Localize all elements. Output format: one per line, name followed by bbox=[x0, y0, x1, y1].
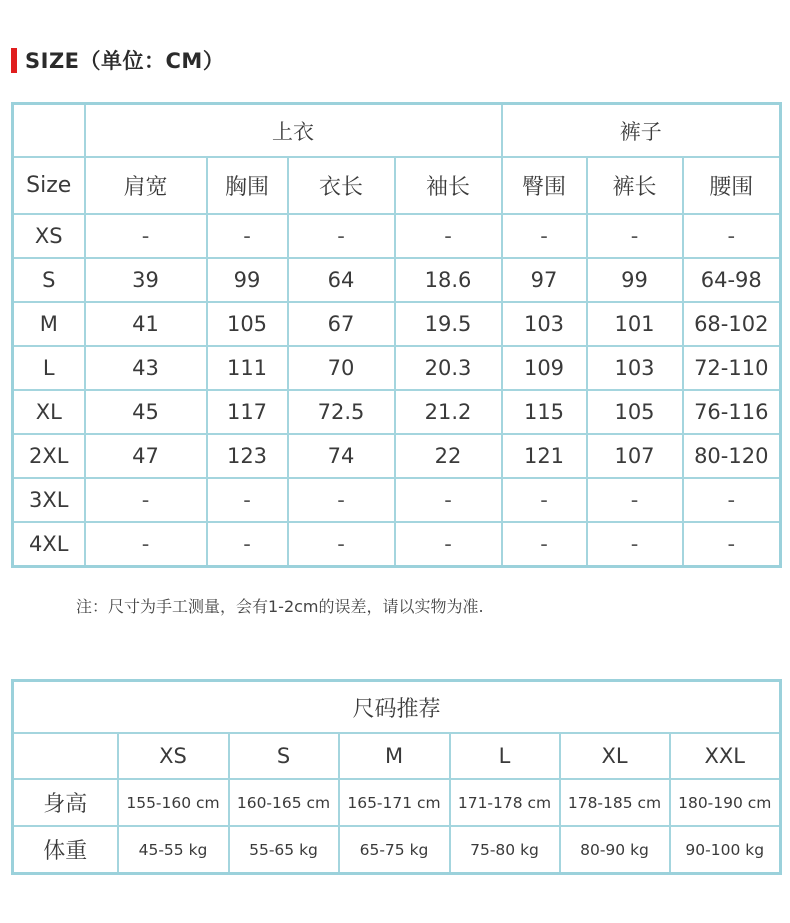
table-cell: - bbox=[395, 478, 502, 522]
table-cell: - bbox=[288, 214, 395, 258]
weight-row bbox=[13, 826, 781, 874]
table-cell: 160-165 cm bbox=[229, 779, 339, 826]
table-cell: 99 bbox=[587, 258, 683, 302]
group-header-empty bbox=[13, 104, 85, 158]
table-cell: 123 bbox=[207, 434, 288, 478]
table-cell: - bbox=[288, 478, 395, 522]
table-cell: 117 bbox=[207, 390, 288, 434]
table-cell: 43 bbox=[85, 346, 207, 390]
table-cell: - bbox=[587, 214, 683, 258]
table-cell: 115 bbox=[502, 390, 587, 434]
table-cell: - bbox=[85, 522, 207, 567]
size-label: 3XL bbox=[13, 478, 85, 522]
group-header-row bbox=[13, 104, 781, 158]
column-header-hip: 臀围 bbox=[502, 157, 587, 214]
table-cell: 64-98 bbox=[683, 258, 781, 302]
size-label: XL bbox=[13, 390, 85, 434]
table-cell: 107 bbox=[587, 434, 683, 478]
column-header-pants-length: 裤长 bbox=[587, 157, 683, 214]
table-cell: - bbox=[587, 478, 683, 522]
recommendation-header-row bbox=[13, 733, 781, 779]
table-row bbox=[13, 214, 781, 258]
column-header-xxl: XXL bbox=[670, 733, 781, 779]
table-cell: 178-185 cm bbox=[560, 779, 670, 826]
table-cell: 55-65 kg bbox=[229, 826, 339, 874]
column-header-xs: XS bbox=[118, 733, 229, 779]
recommendation-title: 尺码推荐 bbox=[13, 681, 781, 734]
size-chart-table bbox=[11, 102, 782, 568]
table-cell: 80-120 bbox=[683, 434, 781, 478]
size-label: XS bbox=[13, 214, 85, 258]
column-header-row bbox=[13, 157, 781, 214]
table-cell: 165-171 cm bbox=[339, 779, 450, 826]
table-cell: 121 bbox=[502, 434, 587, 478]
table-row bbox=[13, 258, 781, 302]
column-header-waist: 腰围 bbox=[683, 157, 781, 214]
table-cell: 103 bbox=[587, 346, 683, 390]
table-cell: 45 bbox=[85, 390, 207, 434]
table-cell: - bbox=[502, 478, 587, 522]
size-label: 4XL bbox=[13, 522, 85, 567]
column-header-s: S bbox=[229, 733, 339, 779]
size-label: S bbox=[13, 258, 85, 302]
column-header-xl: XL bbox=[560, 733, 670, 779]
table-cell: 41 bbox=[85, 302, 207, 346]
table-cell: 68-102 bbox=[683, 302, 781, 346]
table-cell: 19.5 bbox=[395, 302, 502, 346]
table-cell: 74 bbox=[288, 434, 395, 478]
table-cell: 76-116 bbox=[683, 390, 781, 434]
table-cell: - bbox=[683, 522, 781, 567]
column-header-empty bbox=[13, 733, 118, 779]
table-cell: 22 bbox=[395, 434, 502, 478]
measurement-note: 注：尺寸为手工测量，会有1-2cm的误差，请以实物为准. bbox=[76, 597, 484, 616]
table-cell: - bbox=[207, 214, 288, 258]
table-cell: - bbox=[85, 214, 207, 258]
section-header bbox=[11, 46, 224, 74]
table-cell: - bbox=[683, 214, 781, 258]
group-header-pants: 裤子 bbox=[502, 104, 781, 158]
accent-bar bbox=[11, 48, 17, 73]
table-cell: 99 bbox=[207, 258, 288, 302]
table-cell: 18.6 bbox=[395, 258, 502, 302]
table-cell: 171-178 cm bbox=[450, 779, 560, 826]
table-cell: 155-160 cm bbox=[118, 779, 229, 826]
table-cell: - bbox=[288, 522, 395, 567]
table-cell: 180-190 cm bbox=[670, 779, 781, 826]
table-cell: 103 bbox=[502, 302, 587, 346]
table-cell: 39 bbox=[85, 258, 207, 302]
column-header-l: L bbox=[450, 733, 560, 779]
table-cell: 90-100 kg bbox=[670, 826, 781, 874]
table-cell: 105 bbox=[207, 302, 288, 346]
column-header-chest: 胸围 bbox=[207, 157, 288, 214]
height-row bbox=[13, 779, 781, 826]
table-row bbox=[13, 522, 781, 567]
table-cell: - bbox=[85, 478, 207, 522]
table-cell: 64 bbox=[288, 258, 395, 302]
table-cell: - bbox=[395, 214, 502, 258]
column-header-sleeve: 袖长 bbox=[395, 157, 502, 214]
column-header-shoulder: 肩宽 bbox=[85, 157, 207, 214]
recommendation-title-row bbox=[13, 681, 781, 734]
table-cell: 45-55 kg bbox=[118, 826, 229, 874]
table-cell: 65-75 kg bbox=[339, 826, 450, 874]
table-cell: 111 bbox=[207, 346, 288, 390]
table-row bbox=[13, 434, 781, 478]
column-header-length: 衣长 bbox=[288, 157, 395, 214]
table-cell: 109 bbox=[502, 346, 587, 390]
column-header-m: M bbox=[339, 733, 450, 779]
table-cell: 72.5 bbox=[288, 390, 395, 434]
table-cell: 21.2 bbox=[395, 390, 502, 434]
table-cell: - bbox=[683, 478, 781, 522]
table-cell: 97 bbox=[502, 258, 587, 302]
size-label: M bbox=[13, 302, 85, 346]
page-title: SIZE（单位：CM） bbox=[25, 49, 225, 73]
row-label-height: 身高 bbox=[13, 779, 118, 826]
table-cell: 47 bbox=[85, 434, 207, 478]
size-recommendation-table bbox=[11, 679, 782, 875]
table-cell: - bbox=[207, 522, 288, 567]
table-row bbox=[13, 478, 781, 522]
table-row bbox=[13, 346, 781, 390]
table-cell: - bbox=[395, 522, 502, 567]
column-header-size: Size bbox=[13, 157, 85, 214]
table-cell: 75-80 kg bbox=[450, 826, 560, 874]
size-label: 2XL bbox=[13, 434, 85, 478]
table-cell: 105 bbox=[587, 390, 683, 434]
table-cell: - bbox=[587, 522, 683, 567]
table-cell: 20.3 bbox=[395, 346, 502, 390]
table-cell: 72-110 bbox=[683, 346, 781, 390]
table-cell: 67 bbox=[288, 302, 395, 346]
table-row bbox=[13, 302, 781, 346]
table-cell: - bbox=[207, 478, 288, 522]
table-cell: - bbox=[502, 522, 587, 567]
table-cell: 80-90 kg bbox=[560, 826, 670, 874]
table-cell: 101 bbox=[587, 302, 683, 346]
table-cell: - bbox=[502, 214, 587, 258]
table-cell: 70 bbox=[288, 346, 395, 390]
size-label: L bbox=[13, 346, 85, 390]
table-row bbox=[13, 390, 781, 434]
group-header-top: 上衣 bbox=[85, 104, 502, 158]
row-label-weight: 体重 bbox=[13, 826, 118, 874]
